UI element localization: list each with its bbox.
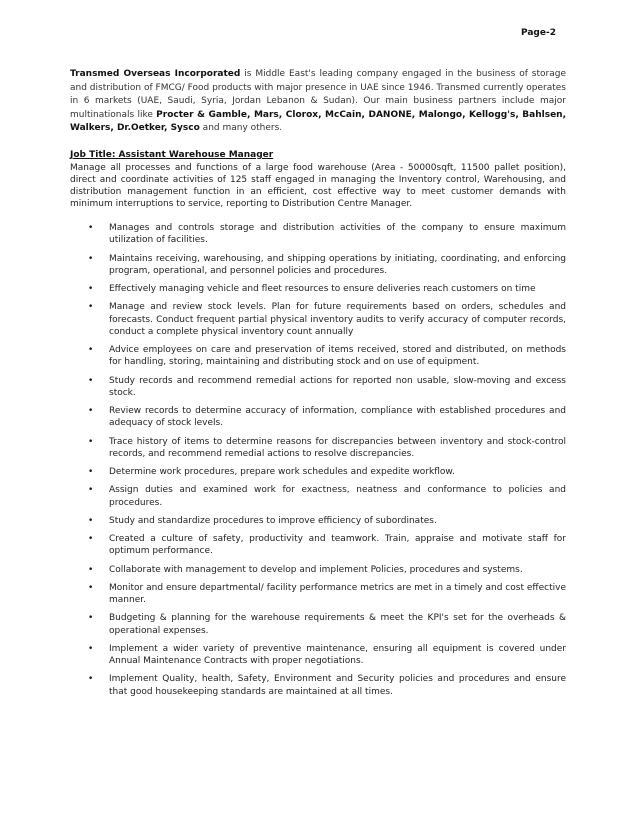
duty-item	[88, 375, 566, 399]
bullet-icon: •	[88, 613, 94, 624]
bullet-icon: •	[88, 253, 94, 264]
duty-item	[88, 673, 566, 697]
duty-item	[88, 253, 566, 277]
duty-text: Implement Quality, health, Safety, Environment and Security policies and procedures and ensure that good housekeeping standards are maintained at all times.	[109, 674, 566, 697]
company-description: is Middle East's leading company engaged in the business of storage and distribution of FMCG/ Food products with major presence in UAE since 1946. Transmed currently operates in 6 markets (UAE, Saudi, Syria, Jordan Lebanon & Sudan). Our main business partners include major multinationals like	[70, 69, 566, 120]
duty-text: Implement a wider variety of preventive maintenance, ensuring all equipment is covered under Annual Maintenance Contracts with proper negotiations.	[109, 643, 566, 667]
company-description-end: and many others.	[199, 123, 283, 133]
bullet-icon: •	[88, 345, 94, 355]
company-overview	[70, 68, 566, 136]
company-partners: Procter & Gamble, Mars, Clorox, McCain, DANONE, Malongo, Kellogg's, Bahlsen, Walkers, Dr.Oetker, Sysco	[70, 109, 567, 133]
bullet-icon: •	[88, 284, 94, 294]
duty-item	[88, 484, 566, 508]
duty-item	[88, 222, 566, 246]
duty-text: Determine work procedures, prepare work schedules and expedite workflow.	[109, 467, 455, 477]
bullet-icon: •	[88, 436, 94, 447]
duty-item	[88, 515, 566, 527]
duty-item	[88, 301, 566, 338]
duty-text: Collaborate with management to develop and implement Policies, procedures and systems.	[109, 564, 523, 575]
duty-item	[88, 533, 566, 557]
duty-text: Effectively managing vehicle and fleet resources to ensure deliveries reach customers on time	[109, 284, 536, 294]
duty-text: Manage and review stock levels. Plan for future requirements based on orders, schedules and forecasts. Conduct frequent partial physical inventory audits to verify accuracy of computer records, conduct a complete physical inventory count annually	[109, 302, 566, 337]
duty-item	[88, 436, 566, 460]
duty-text: Manages and controls storage and distribution activities of the company to ensure maximum utilization of facilities.	[109, 223, 566, 246]
bullet-icon: •	[88, 674, 94, 685]
duty-text: Review records to determine accuracy of information, compliance with established procedures and adequacy of stock levels.	[109, 406, 566, 429]
job-title: Job Title: Assistant Warehouse Manager	[70, 150, 274, 160]
bullet-icon: •	[88, 302, 94, 313]
duty-item	[88, 643, 566, 667]
duty-text: Monitor and ensure departmental/ facility performance metrics are met in a timely and cost effective manner.	[109, 582, 566, 606]
duty-item	[88, 405, 566, 429]
duty-text: Study records and recommend remedial actions for reported non usable, slow-moving and excess stock.	[109, 375, 566, 398]
duty-item	[88, 612, 566, 636]
bullet-icon: •	[88, 643, 94, 654]
duty-text: Budgeting & planning for the warehouse requirements & meet the KPI's set for the overheads & operational expenses.	[109, 613, 566, 636]
duty-text: Trace history of items to determine reasons for discrepancies between inventory and stock-control records, and recommend remedial actions to resolve discrepancies.	[109, 436, 566, 459]
duty-text: Maintains receiving, warehousing, and shipping operations by initiating, coordinating, and enforcing program, operational, and personnel policies and procedures.	[109, 253, 566, 276]
duty-item	[88, 564, 566, 576]
bullet-icon: •	[88, 467, 94, 477]
company-name: Transmed Overseas Incorporated	[70, 69, 241, 79]
page-number: Page-2	[521, 28, 556, 38]
bullet-icon: •	[88, 223, 94, 233]
duties-list	[88, 222, 566, 704]
job-summary: Manage all processes and functions of a large food warehouse (Area - 50000sqft, 11500 pallet position), direct and coordinate activities of 125 staff engaged in managing the Inventory control, Warehousing, and distribution management function in an efficient, cost effective way to meet customer demands with minimum interruptions to service, reporting to Distribution Centre Manager.	[70, 163, 566, 209]
duty-item	[88, 344, 566, 368]
bullet-icon: •	[88, 515, 94, 526]
duty-item	[88, 582, 566, 606]
duty-text: Advice employees on care and preservation of items received, stored and distributed, on methods for handling, storing, maintaining and distributing stock and on use of equipment.	[109, 345, 566, 368]
bullet-icon: •	[88, 564, 94, 575]
bullet-icon: •	[88, 582, 94, 593]
bullet-icon: •	[88, 375, 94, 386]
duty-text: Created a culture of safety, productivity and teamwork. Train, appraise and motivate staff for optimum performance.	[109, 534, 566, 557]
duty-item	[88, 466, 566, 478]
duty-text: Study and standardize procedures to improve efficiency of subordinates.	[109, 515, 437, 526]
duty-text: Assign duties and examined work for exactness, neatness and conformance to policies and procedures.	[109, 485, 566, 508]
bullet-icon: •	[88, 485, 94, 496]
duty-item	[88, 283, 566, 295]
bullet-icon: •	[88, 534, 94, 545]
bullet-icon: •	[88, 406, 94, 416]
